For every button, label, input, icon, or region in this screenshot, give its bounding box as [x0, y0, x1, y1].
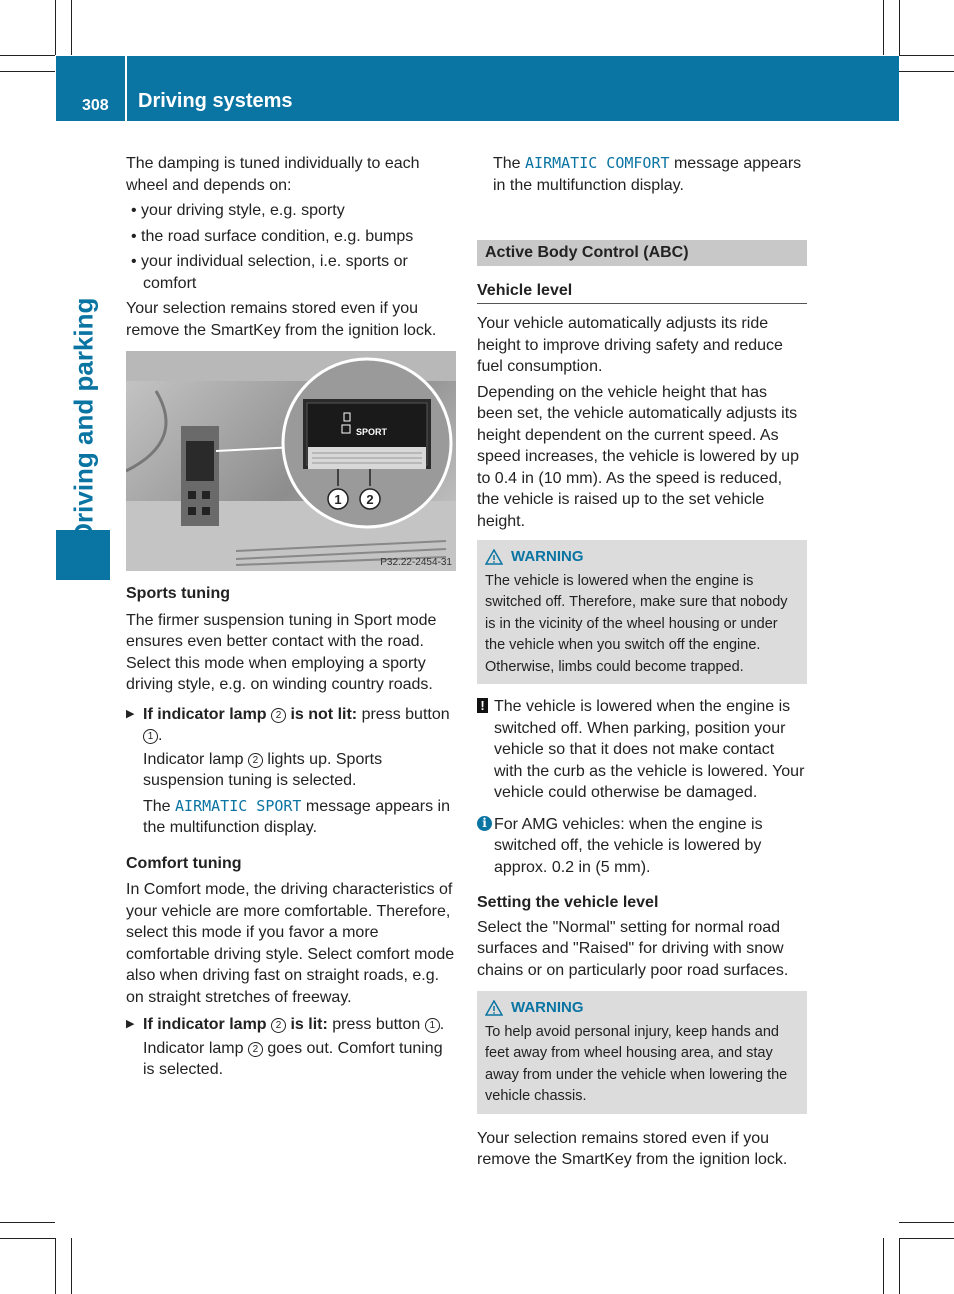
warning-text: The vehicle is lowered when the engine is switched off. Therefore, make sure that nobody is in the vicinity of the wheel housing or under the vehicle when you switch off the engine. Otherwise, limbs could become trapped.: [485, 572, 788, 675]
exclamation-icon: !: [477, 698, 488, 713]
comfort-step: ▶ If indicator lamp 2 is lit: press button 1 .: [126, 1014, 456, 1036]
warning-box: [477, 991, 807, 1114]
list-item: • your individual selection, i.e. sports or comfort: [131, 253, 408, 292]
info-item: [477, 814, 807, 879]
sports-heading: Sports tuning: [126, 585, 230, 602]
crop-mark: [71, 0, 72, 55]
section-heading-abc: Active Body Control (ABC): [477, 240, 807, 266]
notice-text: The vehicle is lowered when the engine is switched off. When parking, position your vehicle so that it does not make contact with the curb as the vehicle is lowered. Your vehicle could otherwise be damaged.: [494, 698, 805, 801]
crop-mark: [899, 0, 900, 55]
crop-mark: [0, 55, 55, 56]
vehicle-level-text-1: Your vehicle automatically adjusts its ride height to improve driving safety and reduce fuel consumption.: [477, 315, 783, 375]
list-item: • your driving style, e.g. sporty: [131, 202, 345, 219]
sports-step: ▶ If indicator lamp 2 is not lit: press button 1 .: [126, 704, 456, 747]
callout-2: 2: [366, 492, 374, 507]
crop-mark: [899, 71, 954, 72]
crop-mark: [55, 1238, 56, 1294]
comfort-result: Indicator lamp 2 goes out. Comfort tuning is selected.: [143, 1039, 443, 1078]
figure-code: P32.22-2454-31: [380, 557, 452, 568]
side-tab-label: [56, 121, 110, 580]
header-divider: [125, 56, 127, 121]
warning-triangle-icon: [485, 1000, 503, 1016]
warning-box: [477, 540, 807, 684]
info-text: For AMG vehicles: when the engine is switched off, the vehicle is lowered by approx. 0.2 in (5 mm).: [494, 815, 763, 876]
right-column: [477, 153, 807, 1175]
warning-label: WARNING: [511, 999, 584, 1016]
display-message-code: AIRMATIC SPORT: [175, 796, 302, 815]
crop-mark: [883, 1238, 884, 1294]
chapter-title: Driving systems: [138, 90, 293, 112]
page-number: 308: [82, 97, 109, 114]
warning-label: WARNING: [511, 548, 584, 565]
display-message-code: AIRMATIC COMFORT: [525, 154, 670, 172]
crop-mark: [899, 1238, 900, 1294]
callout-2-inline: 2: [248, 753, 263, 768]
comfort-text: In Comfort mode, the driving characteristics of your vehicle are more comfortable. Therefore, select this mode if you favor a more comfortable driving style. Select comfort mode also when driving fast on straight roads, e.g. on straight stretches of freeway.: [126, 881, 455, 1006]
sport-label: SPORT: [356, 427, 388, 437]
notice-item: [477, 696, 807, 804]
comfort-message: The AIRMATIC COMFORT message appears in the multifunction display.: [493, 154, 802, 194]
left-column: [126, 153, 456, 1085]
callout-1-inline: 1: [425, 1018, 440, 1033]
sport-button-figure: [126, 351, 456, 571]
crop-mark: [899, 1222, 954, 1223]
dashboard-illustration: [126, 351, 456, 571]
crop-mark: [899, 55, 954, 56]
list-item: • the road surface condition, e.g. bumps: [131, 227, 414, 245]
callout-2-inline: 2: [248, 1042, 263, 1057]
vehicle-level-heading: Vehicle level: [477, 280, 807, 305]
sports-text: The firmer suspension tuning in Sport mode ensures even better contact with the road. Select this mode when employing a sporty driving style, e.g. on winding country roads.: [126, 611, 437, 693]
crop-mark: [883, 0, 884, 55]
comfort-heading: Comfort tuning: [126, 854, 242, 872]
side-tab-text: Driving and parking: [68, 297, 99, 542]
crop-mark: [0, 1238, 55, 1239]
sports-result: Indicator lamp 2 lights up. Sports suspension tuning is selected.: [143, 750, 383, 789]
setting-level-heading: Setting the vehicle level: [477, 894, 659, 911]
info-icon: i: [477, 816, 492, 831]
warning-header: [485, 997, 799, 1019]
stored-note: Your selection remains stored even if you remove the SmartKey from the ignition lock.: [126, 300, 437, 339]
warning-text: To help avoid personal injury, keep hands and feet away from wheel housing area, and stay away from under the vehicle when lowering the vehicle chassis.: [485, 1023, 788, 1104]
crop-mark: [899, 1238, 954, 1239]
crop-mark: [0, 71, 55, 72]
callout-1-inline: 1: [143, 729, 158, 744]
setting-level-text: Select the "Normal" setting for normal road surfaces and "Raised" for driving with snow chains or on particularly poor road surfaces.: [477, 918, 789, 979]
crop-mark: [55, 0, 56, 55]
warning-header: [485, 546, 799, 568]
crop-mark: [0, 1222, 55, 1223]
stored-note: Your selection remains stored even if you remove the SmartKey from the ignition lock.: [477, 1129, 788, 1168]
crop-mark: [71, 1238, 72, 1294]
callout-2-inline: 2: [271, 1018, 286, 1033]
callout-1: 1: [334, 492, 342, 507]
vehicle-level-text-2: Depending on the vehicle height that has been set, the vehicle automatically adjusts its height dependent on the current speed. As speed increases, the vehicle is lowered by up to 0.4 in (10 mm). As the speed is reduced, the vehicle is raised up to the set vehicle height.: [477, 383, 799, 530]
sports-message: The AIRMATIC SPORT message appears in the multifunction display.: [143, 796, 450, 836]
callout-2-inline: 2: [271, 708, 286, 723]
warning-triangle-icon: [485, 549, 503, 565]
intro-text: The damping is tuned individually to each wheel and depends on:: [126, 155, 420, 194]
